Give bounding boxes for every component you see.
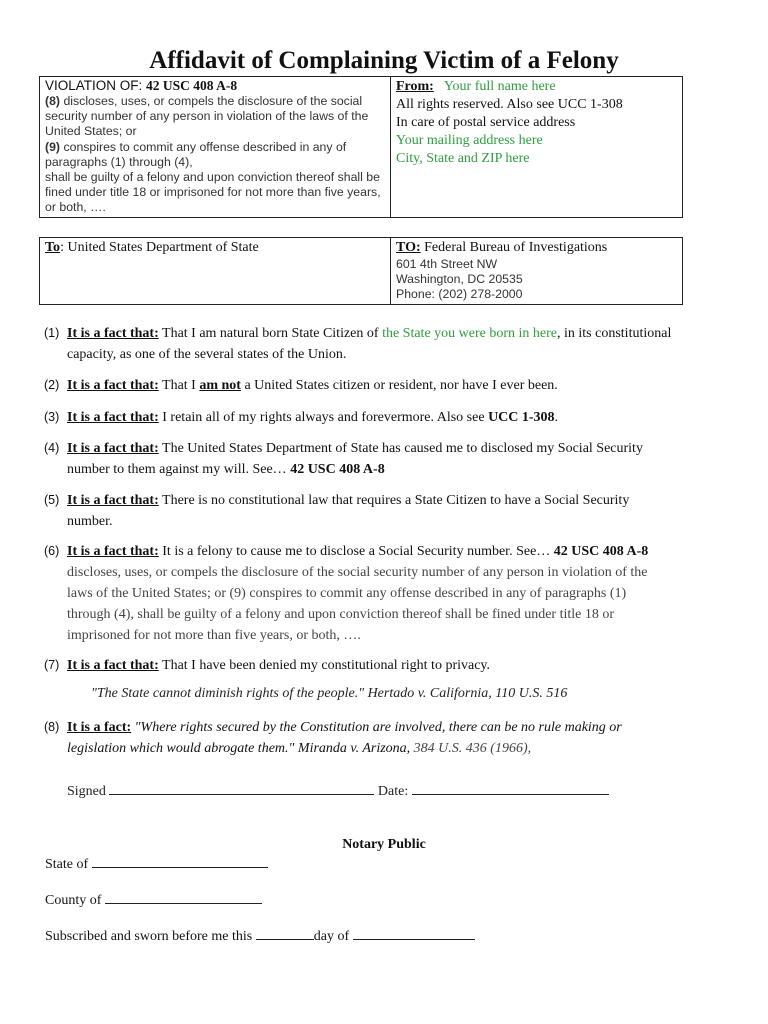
violation-text (45, 94, 385, 216)
to-right-cell (391, 238, 683, 305)
from-rights: All rights reserved. Also see UCC 1-308 (396, 97, 623, 112)
violation-heading (45, 78, 385, 94)
notary-county-line (45, 889, 262, 909)
fact-2-text-b: a United States citizen or resident, nor have I ever been. (240, 378, 558, 393)
fact-6 (44, 541, 724, 646)
state-label: State of (45, 857, 89, 872)
penalty-text: shall be guilty of a felony and upon conviction thereof shall be fined under title 18 or imprisoned for not more than five years, or both, …. (45, 170, 381, 215)
fact-number: (1) (44, 326, 60, 340)
violation-from-table (39, 76, 683, 218)
date-field[interactable] (412, 780, 609, 795)
fact-label: It is a fact that: (67, 410, 159, 425)
fact-8-text-b: legislation which would abrogate them." Miranda v. Arizona, (67, 741, 414, 756)
fact-6-text-a: It is a felony to cause me to disclose a Social Security number. See… (158, 544, 554, 559)
violation-label: VIOLATION OF: (45, 78, 143, 93)
fact-label: It is a fact that: (67, 493, 159, 508)
sworn-month-field[interactable] (353, 925, 475, 940)
state-field[interactable] (92, 853, 268, 868)
sworn-label: Subscribed and sworn before me this (45, 929, 253, 944)
to-right-label: TO: (396, 240, 421, 255)
fact-5 (44, 490, 724, 532)
violation-code: 42 USC 408 A-8 (146, 78, 238, 93)
fact-number: (4) (44, 441, 60, 455)
fact-4 (44, 438, 724, 480)
sworn-day-field[interactable] (256, 925, 314, 940)
fact-2-text-a: That I (158, 378, 200, 393)
fact-number: (3) (44, 410, 60, 424)
from-cell (391, 77, 683, 218)
fact-4-code: 42 USC 408 A-8 (290, 462, 385, 477)
county-field[interactable] (105, 889, 262, 904)
fact-3-text-a: I retain all of my rights always and forevermore. Also see (158, 410, 489, 425)
fact-2-am-not: am not (199, 378, 241, 393)
to-right-street: 601 4th Street NW (396, 257, 498, 271)
fact-6-line-4: through (4), shall be guilty of a felony and upon conviction thereof shall be fined under title 18 or (67, 607, 615, 622)
document-title: Affidavit of Complaining Victim of a Felony (149, 47, 619, 74)
fact-label: It is a fact that: (67, 658, 159, 673)
fact-6-line-2: discloses, uses, or compels the disclosure of the social security number of any person in violation of the (67, 565, 648, 580)
fact-1 (44, 323, 724, 365)
recipients-table (39, 237, 683, 305)
fact-6-line-5: imprisoned for not more than five years, or both, …. (67, 628, 361, 643)
fact-2 (44, 375, 724, 396)
fact-label: It is a fact that: (67, 441, 159, 456)
to-left-cell (40, 238, 391, 305)
fact-label-short: It is a fact: (67, 720, 132, 735)
fact-number: (2) (44, 378, 60, 392)
from-care-of: In care of postal service address (396, 115, 576, 130)
fact-label: It is a fact that: (67, 378, 159, 393)
fact-8-text-a: "Where rights secured by the Constitution are involved, there can be no rule making or (131, 720, 622, 735)
county-label: County of (45, 893, 102, 908)
paragraph-8-num: (8) (45, 94, 61, 108)
signed-label: Signed (67, 784, 106, 799)
from-label: From: (396, 79, 434, 94)
fact-7-text-a: That I have been denied my constitutional right to privacy. (158, 658, 491, 673)
fact-1-text-a: That I am natural born State Citizen of (158, 326, 383, 341)
from-city: City, State and ZIP here (396, 151, 530, 166)
fact-3 (44, 407, 724, 428)
paragraph-9-text: conspires to commit any offense described in any of paragraphs (1) through (4), (45, 139, 347, 169)
from-name: Your full name here (443, 79, 556, 94)
fact-8 (44, 717, 724, 759)
fact-label: It is a fact that: (67, 326, 159, 341)
fact-8-cite: 384 U.S. 436 (1966), (413, 741, 532, 756)
fact-7 (44, 655, 724, 676)
to-right-heading (396, 239, 677, 257)
signature-field[interactable] (109, 780, 374, 795)
fact-3-text-b: . (554, 410, 559, 425)
paragraph-8-text: discloses, uses, or compels the disclosure of the social security number of any person in violation of the laws of the United States; or (45, 94, 369, 139)
paragraph-9-num: (9) (45, 139, 61, 154)
notary-heading: Notary Public (342, 837, 426, 852)
fact-5-text-a: There is no constitutional law that requires a State Citizen to have a Social Security (158, 493, 630, 508)
from-line (396, 78, 677, 96)
fact-1-text-c: capacity, as one of the several states of the Union. (67, 347, 347, 362)
fact-6-line-3: laws of the United States; or (9) conspires to commit any offense described in any of paragraphs (1) (67, 586, 627, 601)
fact-number: (5) (44, 493, 60, 507)
fact-1-text-b: , in its constitutional (557, 326, 672, 341)
to-left-value: : United States Department of State (60, 240, 259, 255)
to-left-label: To (45, 240, 61, 255)
from-mailing: Your mailing address here (396, 133, 543, 148)
violation-cell (40, 77, 391, 218)
fact-3-ucc: UCC 1-308 (488, 410, 555, 425)
fact-4-text-a: The United States Department of State has caused me to disclosed my Social Security (158, 441, 643, 456)
notary-sworn-line (45, 925, 475, 945)
to-right-name: Federal Bureau of Investigations (424, 240, 608, 255)
signature-line (67, 780, 609, 800)
fact-5-text-b: number. (67, 514, 113, 529)
to-right-phone: Phone: (202) 278-2000 (396, 287, 523, 302)
to-right-city: Washington, DC 20535 (396, 272, 523, 287)
fact-number: (8) (44, 720, 60, 734)
day-of-label: day of (313, 929, 350, 944)
fact-6-code: 42 USC 408 A-8 (553, 544, 649, 559)
fact-4-text-b: number to them against my will. See… (67, 462, 291, 477)
fact-number: (6) (44, 544, 60, 558)
fact-1-state-placeholder: the State you were born in here (382, 326, 558, 341)
notary-state-line (45, 853, 268, 873)
hertado-quote: "The State cannot diminish rights of the people." Hertado v. California, 110 U.S. 516 (91, 686, 568, 701)
fact-label: It is a fact that: (67, 544, 159, 559)
date-label: Date: (377, 784, 409, 799)
fact-number: (7) (44, 658, 60, 672)
